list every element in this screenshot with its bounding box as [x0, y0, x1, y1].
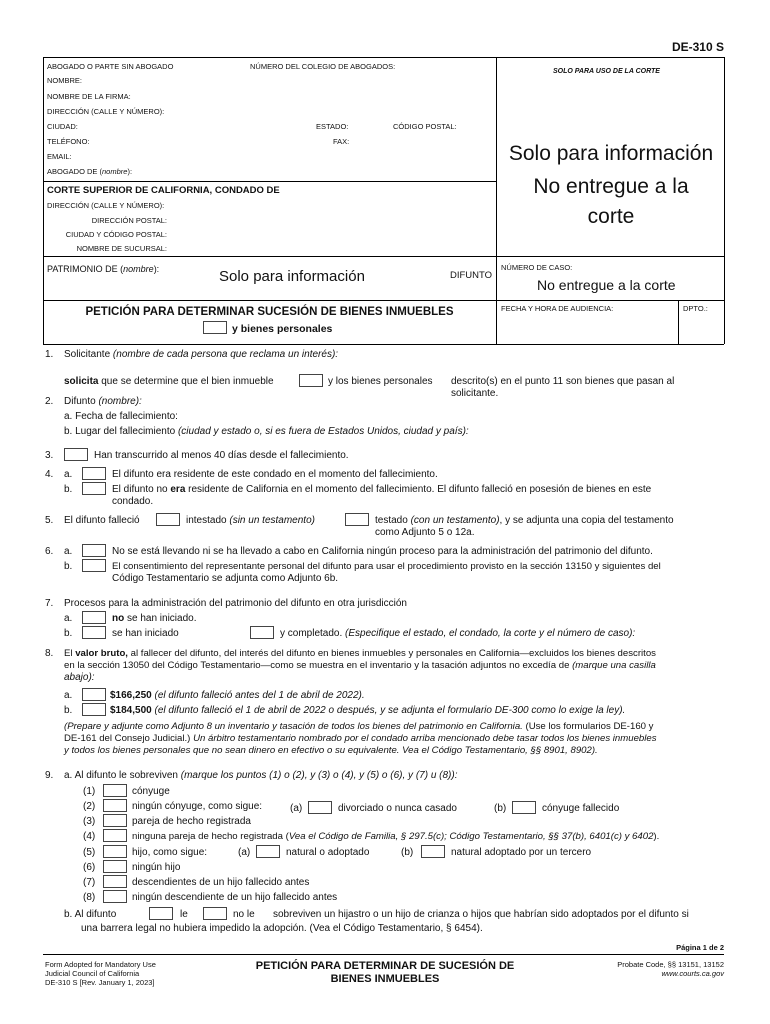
s8-note-3: y todos los bienes personales que no sean dinero en efectivo o su equivalente. Vea el Código Testamentario, §§ 8901, 8902). — [64, 745, 598, 756]
s5-num: 5. — [45, 515, 54, 526]
s9-7-text: descendientes de un hijo fallecido antes — [132, 877, 310, 888]
s4a-letter: a. — [64, 469, 73, 480]
s9-5a-text: natural o adoptado — [286, 847, 370, 858]
s9-6-text: ningún hijo — [132, 862, 181, 873]
s1-real-property-checkbox[interactable] — [299, 374, 323, 387]
footer-left-2: Judicial Council of California — [45, 969, 140, 978]
footer-title-2: BIENES INMUEBLES — [330, 973, 440, 985]
s4b-text-2: condado. — [112, 496, 154, 507]
case-number-label: NÚMERO DE CASO: — [501, 263, 573, 272]
s6-num: 6. — [45, 546, 54, 557]
s9a-text: a. Al difunto le sobreviven (marque los puntos (1) o (2), y (3) o (4), y (5) o (6), y (7) u (8)): — [64, 770, 458, 781]
s6b-text: El consentimiento del representante personal del difunto para usar el procedimiento provisto en la sección 13150 y siguientes del — [112, 561, 661, 572]
s8a-letter: a. — [64, 690, 73, 701]
s9-1-text: cónyuge — [132, 786, 170, 797]
s9b-yes: le — [180, 909, 188, 920]
form-title: PETICIÓN PARA DETERMINAR SUCESIÓN DE BIENES INMUEBLES — [85, 306, 454, 318]
estate-bottom-border — [43, 300, 724, 301]
page-number: Página 1 de 2 — [676, 943, 724, 952]
s6a-checkbox[interactable] — [82, 544, 106, 557]
s9-3-label: (3) — [83, 816, 96, 827]
s8a-text: $166,250 (el difunto falleció antes del 1 de abril de 2022). — [110, 690, 365, 701]
s6b-letter: b. — [64, 561, 73, 572]
s2-num: 2. — [45, 396, 54, 407]
s6b-checkbox[interactable] — [82, 559, 106, 572]
footer-right-1: Probate Code, §§ 13151, 13152 — [617, 960, 724, 969]
s9b-label: b. Al difunto — [64, 909, 117, 920]
s9-2a-checkbox[interactable] — [308, 801, 332, 814]
personal-property-checkbox[interactable] — [203, 321, 227, 334]
s9-num: 9. — [45, 770, 54, 781]
bar-number-label: NÚMERO DEL COLEGIO DE ABOGADOS: — [250, 62, 396, 71]
s9-8-checkbox[interactable] — [103, 890, 127, 903]
hearing-label: FECHA Y HORA DE AUDIENCIA: — [501, 304, 614, 313]
city-label: CIUDAD: — [47, 122, 78, 131]
s3-text: Han transcurrido al menos 40 días desde el fallecimiento. — [94, 450, 349, 461]
s8-line-3: abajo): — [64, 672, 95, 683]
city-zip-label: CIUDAD Y CÓDIGO POSTAL: — [65, 230, 167, 239]
s5-intestate-checkbox[interactable] — [156, 513, 180, 526]
s9-7-label: (7) — [83, 877, 96, 888]
dept-label: DPTO.: — [683, 304, 708, 313]
footer-right-2[interactable]: www.courts.ca.gov — [661, 969, 724, 978]
phone-label: TELÉFONO: — [47, 137, 90, 146]
s1-personal: y los bienes personales — [328, 376, 433, 387]
court-use-label: SOLO PARA USO DE LA CORTE — [553, 68, 660, 75]
s2a: a. Fecha de fallecimiento: — [64, 411, 178, 422]
s3-num: 3. — [45, 450, 54, 461]
court-address-label: DIRECCIÓN (CALLE Y NÚMERO): — [47, 201, 165, 210]
s4-num: 4. — [45, 469, 54, 480]
header-top-border — [43, 57, 724, 58]
s7a-letter: a. — [64, 613, 73, 624]
attorney-label: ABOGADO O PARTE SIN ABOGADO — [47, 62, 174, 71]
s8b-text: $184,500 (el difunto falleció el 1 de abril de 2022 o después, y se adjunta el formulario DE-300 como lo exige la ley). — [110, 705, 626, 716]
s9-5-label: (5) — [83, 847, 96, 858]
s9-3-text: pareja de hecho registrada — [132, 816, 251, 827]
s2b: b. Lugar del fallecimiento (ciudad y estado o, si es fuera de Estados Unidos, ciudad y país): — [64, 426, 469, 437]
mailing-label: DIRECCIÓN POSTAL: — [91, 216, 167, 225]
court-bottom-border — [43, 256, 724, 257]
watermark-line-3: corte — [587, 205, 635, 228]
s8b-checkbox[interactable] — [82, 703, 106, 716]
s7b-completed-checkbox[interactable] — [250, 626, 274, 639]
firm-label: NOMBRE DE LA FIRMA: — [47, 92, 131, 101]
s4b-text: El difunto no era residente de California en el momento del fallecimiento. El difunto falleció en posesión de bienes en este — [112, 484, 652, 495]
estate-label: PATRIMONIO DE (nombre): — [47, 264, 160, 274]
form-subtitle: y bienes personales — [232, 323, 333, 335]
s8-line-2: en la sección 13050 del Código Testamentario—como se muestra en el inventario y la tasación adjuntos no excedía de (marque una casilla — [64, 660, 656, 671]
s9-2-text: ningún cónyuge, como sigue: — [132, 801, 263, 812]
s2-label: Difunto (nombre): — [64, 396, 142, 407]
s9-2a-label: (a) — [290, 803, 303, 814]
s1-request: solicita que se determine que el bien inmueble — [64, 376, 274, 387]
s9-2a-text: divorciado o nunca casado — [338, 803, 457, 814]
dept-divider — [678, 300, 679, 344]
s7b-checkbox[interactable] — [82, 626, 106, 639]
watermark-line-2: No entregue a la — [533, 175, 689, 198]
state-label: ESTADO: — [316, 122, 349, 131]
s9-2b-label: (b) — [494, 803, 507, 814]
s8-num: 8. — [45, 648, 54, 659]
s9-6-checkbox[interactable] — [103, 860, 127, 873]
s8-note-1: (Prepare y adjunte como Adjunto 8 un inventario y tasación de todos los bienes del patrimonio en California. (Use los formularios DE-160 y — [64, 721, 654, 732]
s6a-text: No se está llevando ni se ha llevado a cabo en California ningún proceso para la administración del patrimonio del difunto. — [112, 546, 653, 557]
s9b-no: no le — [233, 909, 255, 920]
s9b-text: sobreviven un hijastro o un hijo de crianza o hijos que habrían sido adoptados por el difunto si — [273, 909, 689, 920]
s9-5a-checkbox[interactable] — [256, 845, 280, 858]
s1-applicant: solicitante. — [451, 388, 499, 399]
form-id: DE-310 S — [671, 40, 724, 54]
s1-num: 1. — [45, 349, 54, 360]
s7b-completed: y completado. (Especifique el estado, el condado, la corte y el número de caso): — [280, 628, 636, 639]
s9-5a-label: (a) — [238, 847, 251, 858]
s3-checkbox[interactable] — [64, 448, 88, 461]
branch-label: NOMBRE DE SUCURSAL: — [76, 244, 167, 253]
s8b-letter: b. — [64, 705, 73, 716]
attorney-for-label: ABOGADO DE (nombre): — [47, 167, 133, 176]
s8-note-2: DE-161 del Consejo Judicial.) Un árbitro testamentario nombrado por el condado arriba mencionado debe tasar todos los bienes inmuebles — [64, 733, 657, 744]
address-label: DIRECCIÓN (CALLE Y NÚMERO): — [47, 107, 165, 116]
s7a-text: no se han iniciado. — [112, 613, 197, 624]
s9-4-label: (4) — [83, 831, 96, 842]
s4b-letter: b. — [64, 484, 73, 495]
s4a-checkbox[interactable] — [82, 467, 106, 480]
s1-label: Solicitante (nombre de cada persona que reclama un interés): — [64, 349, 339, 360]
deceased-label: DIFUNTO — [450, 270, 493, 281]
s6a-letter: a. — [64, 546, 73, 557]
s9-6-label: (6) — [83, 862, 96, 873]
header-right-border — [724, 57, 725, 344]
s9-2-checkbox[interactable] — [103, 799, 127, 812]
s9-4-checkbox[interactable] — [103, 829, 127, 842]
name-label: NOMBRE: — [47, 76, 83, 85]
footer-title-1: PETICIÓN PARA DETERMINAR DE SUCESIÓN DE — [255, 960, 515, 972]
s6b-text-2: Código Testamentario se adjunta como Adjunto 6b. — [112, 573, 339, 584]
s9-2b-checkbox[interactable] — [512, 801, 536, 814]
s8-line-1: El valor bruto, al fallecer del difunto, del interés del difunto en bienes inmuebles y personales en California—excluidos los bienes descritos — [64, 648, 656, 659]
s9-4-text: ninguna pareja de hecho registrada (Vea el Código de Familia, § 297.5(c); Código Testamentario, §§ 37(b), 6401(c) y 6402). — [132, 831, 660, 842]
s5-testate-2: como Adjunto 5 o 12a. — [375, 527, 475, 538]
s9-1-checkbox[interactable] — [103, 784, 127, 797]
s9b-text-2: una barrera legal no hubiera impedido la adopción. (Vea el Código Testamentario, § 6454). — [81, 923, 483, 934]
s9-2b-text: cónyuge fallecido — [542, 803, 620, 814]
court-title: CORTE SUPERIOR DE CALIFORNIA, CONDADO DE — [47, 185, 280, 196]
s7b-letter: b. — [64, 628, 73, 639]
s9-3-checkbox[interactable] — [103, 814, 127, 827]
s5-testate-checkbox[interactable] — [345, 513, 369, 526]
header-bottom-border — [43, 344, 724, 345]
s4a-text: El difunto era residente de este condado en el momento del fallecimiento. — [112, 469, 438, 480]
s9b-yes-checkbox[interactable] — [149, 907, 173, 920]
s7-text: Procesos para la administración del patrimonio del difunto en otra jurisdicción — [64, 598, 407, 609]
footer-left-1: Form Adopted for Mandatory Use — [45, 960, 156, 969]
footer-rule — [43, 954, 724, 955]
zip-label: CÓDIGO POSTAL: — [393, 122, 457, 131]
s9-5-checkbox[interactable] — [103, 845, 127, 858]
case-overlay: No entregue a la corte — [537, 277, 676, 293]
s7a-checkbox[interactable] — [82, 611, 106, 624]
estate-overlay: Solo para información — [219, 268, 365, 285]
email-label: EMAIL: — [47, 152, 72, 161]
fax-label: FAX: — [333, 137, 350, 146]
s9b-no-checkbox[interactable] — [203, 907, 227, 920]
watermark-line-1: Solo para información — [508, 142, 714, 165]
s5-testate: testado (con un testamento), y se adjunta una copia del testamento — [375, 515, 674, 526]
s5-intestate: intestado (sin un testamento) — [186, 515, 315, 526]
s7-num: 7. — [45, 598, 54, 609]
s5-label: El difunto falleció — [64, 515, 140, 526]
s9-1-label: (1) — [83, 786, 96, 797]
s9-5b-text: natural adoptado por un tercero — [451, 847, 592, 858]
s4b-checkbox[interactable] — [82, 482, 106, 495]
s9-5b-label: (b) — [401, 847, 414, 858]
s9-8-label: (8) — [83, 892, 96, 903]
s9-2-label: (2) — [83, 801, 96, 812]
s9-7-checkbox[interactable] — [103, 875, 127, 888]
court-top-border — [43, 181, 496, 182]
s9-5-text: hijo, como sigue: — [132, 847, 208, 858]
s1-described: descrito(s) en el punto 11 son bienes que pasan al — [451, 376, 675, 387]
s7b-text: se han iniciado — [112, 628, 179, 639]
footer-left-3: DE-310 S [Rev. January 1, 2023] — [45, 978, 155, 987]
s9-5b-checkbox[interactable] — [421, 845, 445, 858]
s8a-checkbox[interactable] — [82, 688, 106, 701]
s9-8-text: ningún descendiente de un hijo fallecido antes — [132, 892, 338, 903]
